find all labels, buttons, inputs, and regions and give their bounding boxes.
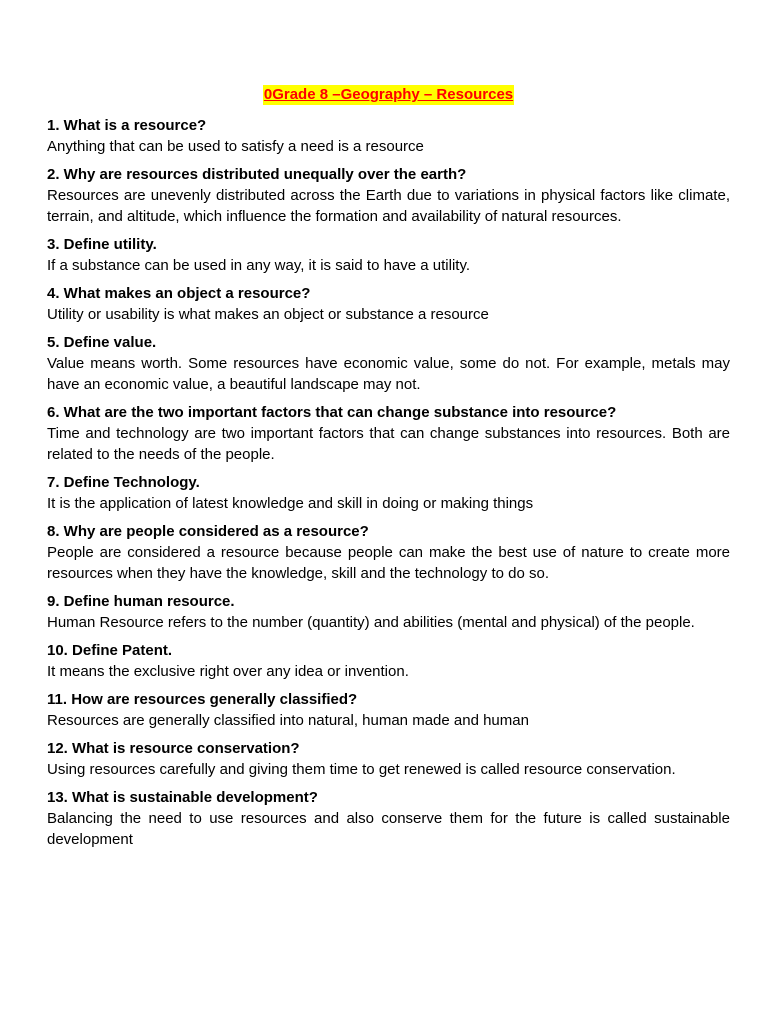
question-3: 3. Define utility. [47,236,157,253]
question-9: 9. Define human resource. [47,593,235,610]
answer-5: Value means worth. Some resources have economic value, some do not. For example, metals may have an economic value, a beautiful landscape may not. [47,355,730,393]
answer-1: Anything that can be used to satisfy a need is a resource [47,138,424,155]
answer-3: If a substance can be used in any way, it is said to have a utility. [47,257,471,274]
answer-8: People are considered a resource because people can make the best use of nature to create more resources when they have the knowledge, skill and the technology to do so. [47,544,730,582]
answer-2: Resources are unevenly distributed across the Earth due to variations in physical factors like climate, terrain, and altitude, which influence the formation and availability of natural resources. [47,187,730,225]
answer-9: Human Resource refers to the number (quantity) and abilities (mental and physical) of the people. [47,614,695,631]
question-8: 8. Why are people considered as a resource? [47,523,369,540]
question-12: 12. What is resource conservation? [47,740,300,757]
qa-item-10 [47,640,730,682]
qa-item-2 [47,164,730,227]
qa-item-8 [47,521,730,584]
qa-item-6 [47,402,730,465]
answer-7: It is the application of latest knowledge and skill in doing or making things [47,495,534,512]
question-2: 2. Why are resources distributed unequally over the earth? [47,166,467,183]
qa-item-4 [47,283,730,325]
question-11: 11. How are resources generally classified? [47,691,358,708]
qa-item-5 [47,332,730,395]
qa-item-12 [47,738,730,780]
title-container [47,85,730,107]
qa-item-9 [47,591,730,633]
question-13: 13. What is sustainable development? [47,789,318,806]
answer-13: Balancing the need to use resources and also conserve them for the future is called sustainable development [47,810,730,848]
answer-6: Time and technology are two important factors that can change substances into resources. Both are related to the needs of the people. [47,425,730,463]
answer-11: Resources are generally classified into natural, human made and human [47,712,529,729]
document-page [47,85,730,857]
document-title: 0Grade 8 –Geography – Resources [263,86,514,103]
qa-item-1 [47,115,730,157]
question-6: 6. What are the two important factors that can change substance into resource? [47,404,617,421]
question-5: 5. Define value. [47,334,157,351]
question-7: 7. Define Technology. [47,474,200,491]
qa-item-3 [47,234,730,276]
qa-item-13 [47,787,730,850]
qa-item-7 [47,472,730,514]
answer-4: Utility or usability is what makes an object or substance a resource [47,306,489,323]
answer-10: It means the exclusive right over any idea or invention. [47,663,409,680]
qa-item-11 [47,689,730,731]
question-10: 10. Define Patent. [47,642,173,659]
answer-12: Using resources carefully and giving them time to get renewed is called resource conservation. [47,761,676,778]
question-4: 4. What makes an object a resource? [47,285,311,302]
question-1: 1. What is a resource? [47,117,207,134]
